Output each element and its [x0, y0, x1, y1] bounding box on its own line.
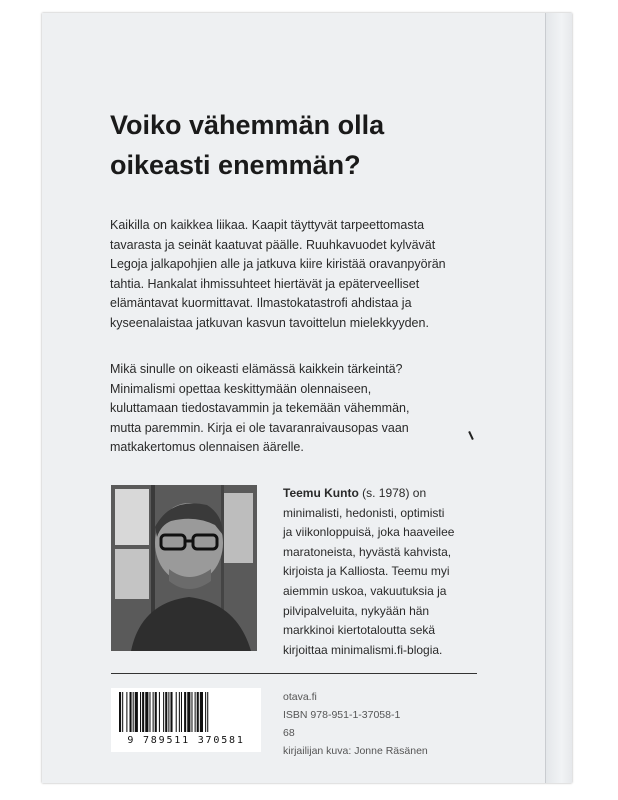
barcode-bar: [142, 692, 144, 732]
intro-paragraph: [110, 216, 490, 334]
barcode-bar: [205, 692, 206, 732]
barcode-bar: [130, 692, 132, 732]
headline: [110, 105, 450, 185]
barcode-bar: [155, 692, 157, 732]
divider-line: [111, 673, 477, 674]
bio-line: pilvipalveluita, nykyään hän: [283, 603, 430, 618]
author-bio: [283, 484, 483, 660]
barcode-bars: [111, 688, 261, 734]
intro-line: Kaikilla on kaikkea liikaa. Kaapit täyttyvät tarpeettomasta: [110, 218, 425, 232]
barcode-bar: [153, 692, 154, 732]
second-line: matkakertomus olennaisen äärelle.: [110, 440, 304, 455]
author-photo: [111, 485, 257, 651]
second-line: Mikä sinulle on oikeasti elämässä kaikkein tärkeintä?: [110, 362, 403, 376]
headline-line-2: oikeasti enemmän?: [110, 150, 361, 180]
barcode-bar: [207, 692, 208, 732]
barcode-bar: [159, 692, 160, 732]
bio-line: ja viikonloppuisä, joka haaveilee: [283, 525, 455, 540]
barcode-bar: [200, 692, 203, 732]
publisher-info: [283, 688, 428, 760]
barcode-bar: [145, 692, 148, 732]
barcode-bar: [149, 692, 150, 732]
headline-line-1: Voiko vähemmän olla: [110, 110, 385, 140]
barcode-bar: [133, 692, 134, 732]
photo-credit: kirjailijan kuva: Jonne Räsänen: [283, 745, 428, 757]
bio-first-line: [283, 484, 483, 504]
publisher-website: otava.fi: [283, 691, 317, 703]
barcode-digits: 9 789511 370581: [127, 735, 245, 746]
intro-line: kyseenalaistaa jatkuvan kasvun tavoittelun mielekkyyden.: [110, 315, 429, 330]
intro-line: elämäntavat kuormittavat. Ilmastokatastrofi ahdistaa ja: [110, 296, 412, 311]
isbn-text: ISBN 978-951-1-37058-1: [283, 709, 401, 721]
barcode-bar: [165, 692, 167, 732]
second-line: mutta paremmin. Kirja ei ole tavaranraivausopas vaan: [110, 420, 409, 435]
bio-line: kirjoittaa minimalismi.fi-blogia.: [283, 642, 443, 657]
second-line: kuluttamaan tiedostavammin ja tekemään vähemmän,: [110, 401, 410, 416]
barcode-bar: [119, 692, 121, 732]
intro-line: Legoja jalkapohjien alle ja jatkuva kiire kiristää oravanpyörän: [110, 257, 446, 272]
barcode-bar: [195, 692, 196, 732]
author-name: Teemu Kunto: [283, 486, 359, 500]
spine-edge: [546, 13, 572, 783]
barcode-bar: [181, 692, 182, 732]
author-portrait-graphic: [111, 485, 257, 651]
second-paragraph: [110, 360, 490, 458]
barcode-bar: [126, 692, 127, 732]
barcode-bar: [135, 692, 138, 732]
barcode-bar: [191, 692, 192, 732]
barcode-bar: [168, 692, 169, 732]
barcode-bar: [163, 692, 164, 732]
barcode-bar: [197, 692, 199, 732]
bio-line: minimalisti, hedonisti, optimisti: [283, 505, 445, 520]
bio-first-rest: (s. 1978) on: [358, 486, 427, 500]
barcode-bar: [122, 692, 123, 732]
second-line: Minimalismi opettaa keskittymään olennaiseen,: [110, 381, 372, 396]
barcode-bar: [187, 692, 190, 732]
category-code: 68: [283, 727, 295, 739]
bio-line: markkinoi kiertotaloutta sekä: [283, 623, 436, 638]
barcode-bar: [184, 692, 186, 732]
bio-line: kirjoista ja Kalliosta. Teemu myi: [283, 564, 450, 579]
bio-line: maratoneista, hyvästä kahvista,: [283, 544, 452, 559]
bio-line: aiemmin uskoa, vakuutuksia ja: [283, 583, 447, 598]
barcode-bar: [176, 692, 177, 732]
barcode-bar: [140, 692, 141, 732]
book-back-cover: [42, 13, 572, 783]
intro-line: tavarasta ja seinät kaatuvat päälle. Ruuhkavuodet kylvävät: [110, 237, 436, 252]
intro-line: tahtia. Hankalat ihmissuhteet hiertävät ja epäterveelliset: [110, 276, 420, 291]
barcode-bar: [170, 692, 172, 732]
barcode-bar: [179, 692, 180, 732]
isbn-barcode: [111, 688, 261, 752]
